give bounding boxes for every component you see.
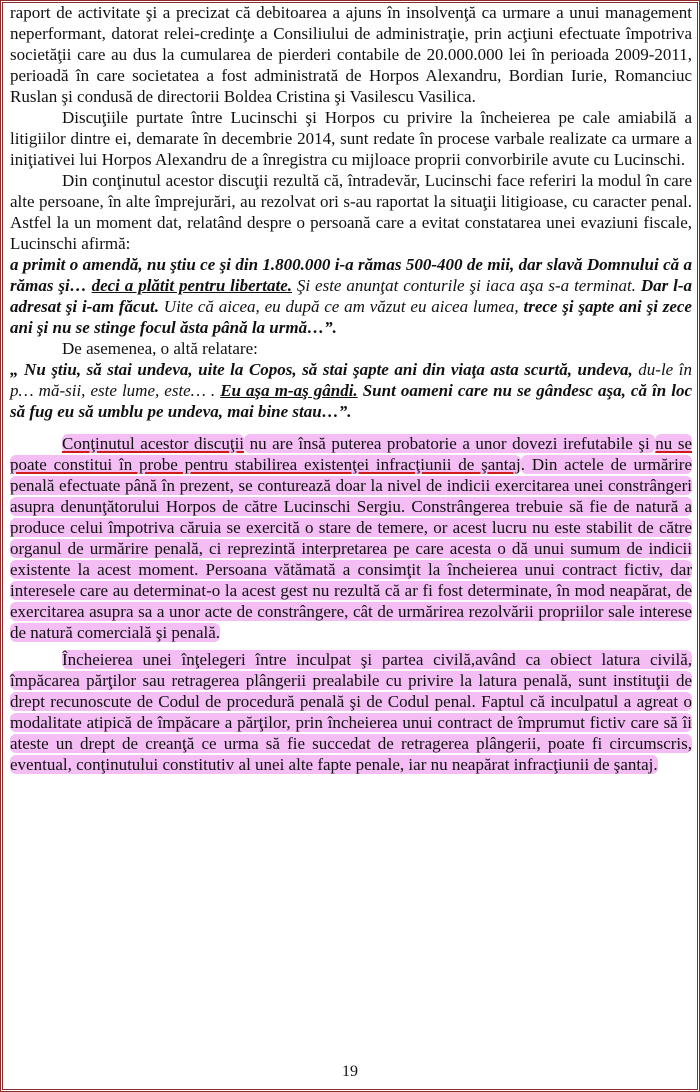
quote-1-part-a: a primit o amendă, nu ştiu ce şi din 1.800.000 i-a rămas 500-400 de mii, dar slavă Domnului că a rămas şi…: [10, 255, 692, 295]
document-body: [10, 2, 692, 775]
quote-2-part-a: „ Nu ştiu, să stai undeva, uite la Copos, să stai şapte ani din viaţa asta scurtă, undeva,: [10, 360, 633, 379]
highlight-1: nu are însă puterea probatorie a unor dovezi irefutabile şi: [244, 434, 656, 453]
quote-1-part-c: Şi este anunţat: [292, 276, 404, 295]
quote-1-part-f: Uite că aicea, eu după ce am văzut eu aicea lumea,: [159, 297, 519, 316]
paragraph-5: [10, 433, 692, 643]
page-number: 19: [342, 1063, 358, 1080]
highlight-red-underline-1: Conţinutul acestor discuţii: [62, 434, 245, 453]
paragraph-6: [10, 649, 692, 775]
quote-1: [10, 254, 692, 338]
highlight-3: Încheierea unei înţelegeri între inculpat şi partea civilă,având ca obiect latura civilă, împăcarea părţilor sau retragerea plângerii prealabile cu privire la latura penală, sunt instituţii de drept recunoscute de Codul de procedură penală şi de Codul penal. Faptul că inculpatul a agreat o modalitate atipică de împăcare a părţilor, prin încheierea unui contract de împrumut fictiv care să îi ateste un drept de creanţă ce urma să fie succedat de retragerea plângerii, poate fi circumscris, eventual, conţinutului constitutiv al unei alte fapte penale, iar nu neapărat infracţiunii de şantaj.: [10, 650, 692, 774]
quote-1-part-e: Dar l-a adresat şi i-am făcut.: [10, 276, 693, 316]
quote-2-part-b: du-le în p… mă-sii, este lume, este… .: [10, 360, 692, 400]
quote-1-part-g: trece şi şapte ani şi zece ani şi nu se stinge focul ăsta până la urmă…”.: [10, 297, 692, 337]
paragraph-3: Din conţinutul acestor discuţii rezultă că, întradevăr, Lucinschi face referiri la modul în care alte persoane, în alte împrejurări, au rezolvat ori s-au raportat la situaţii litigioase, cu caracter penal. Astfel la un moment dat, relatând despre o persoană care a evitat constatarea unei evaziuni fiscale, Lucinschi afirmă:: [10, 171, 692, 253]
quote-2: [10, 359, 692, 422]
quote-2-part-d: Sunt oameni care nu se gândesc aşa, că în loc să fug eu să umblu pe undeva, mai bine stau…”.: [10, 381, 692, 421]
quote-1-part-d: conturile şi iaca aşa s-a terminat.: [403, 276, 636, 295]
paragraph-4: De asemenea, o altă relatare:: [62, 339, 258, 358]
paragraph-2: Discuţiile purtate între Lucinschi şi Horpos cu privire la încheierea pe cale amiabilă a litigiilor dintre ei, demarate în decembrie 2014, sunt redate în procese varbale realizate ca urmare a iniţiativei lui Horpos Alexandru de a înregistra cu mijloace proprii convorbirile avute cu Lucinschi.: [10, 108, 692, 169]
highlight-red-underline-2: nu se poate constitui în probe pentru stabilirea existenţei infracţiunii de şantaj: [10, 434, 693, 474]
paragraph-1: raport de activitate şi a precizat că debitoarea a ajuns în insolvenţă ca urmare a unui management neperformant, datorat relei-credinţe a Consiliului de administraţie, prin acţiuni efectuate împotriva societăţii care au dus la cumularea de pierderi contabile de 20.000.000 lei în perioada 2009-2011, perioadă în care societatea a fost administrată de Horpos Alexandru, Bordian Iurie, Romanciuc Ruslan şi condusă de directorii Boldea Cristina şi Vasilescu Vasilica.: [10, 3, 692, 106]
quote-1-underlined-1: deci a plătit pentru libertate.: [91, 276, 293, 295]
highlight-2: . Din actele de urmărire penală efectuate până în prezent, se conturează doar la nivel de indicii exercitarea unei constrângeri asupra denunţătorului Horpos de către Lucinschi Sergiu. Constrângerea trebuie să fie de natură a produce celui împotriva căruia se exercită o stare de temere, or acest lucru nu este stabilit de către organul de urmărire penală, ci reprezintă interpretarea pe care acesta o dă unui sumum de indicii existente la acest moment. Persoana vătămată a consimţit la încheierea unui contract fictiv, dar interesele care au determinat-o la acest gest nu rezultă că ar fi fost determinate, în mod neapărat, de exercitarea asupra sa a unor acte de constrângere, cât de urmărirea rezolvării propriilor sale interese de natură comercială şi penală.: [10, 455, 692, 642]
quote-2-underlined: Eu aşa m-aş gândi.: [220, 381, 358, 400]
